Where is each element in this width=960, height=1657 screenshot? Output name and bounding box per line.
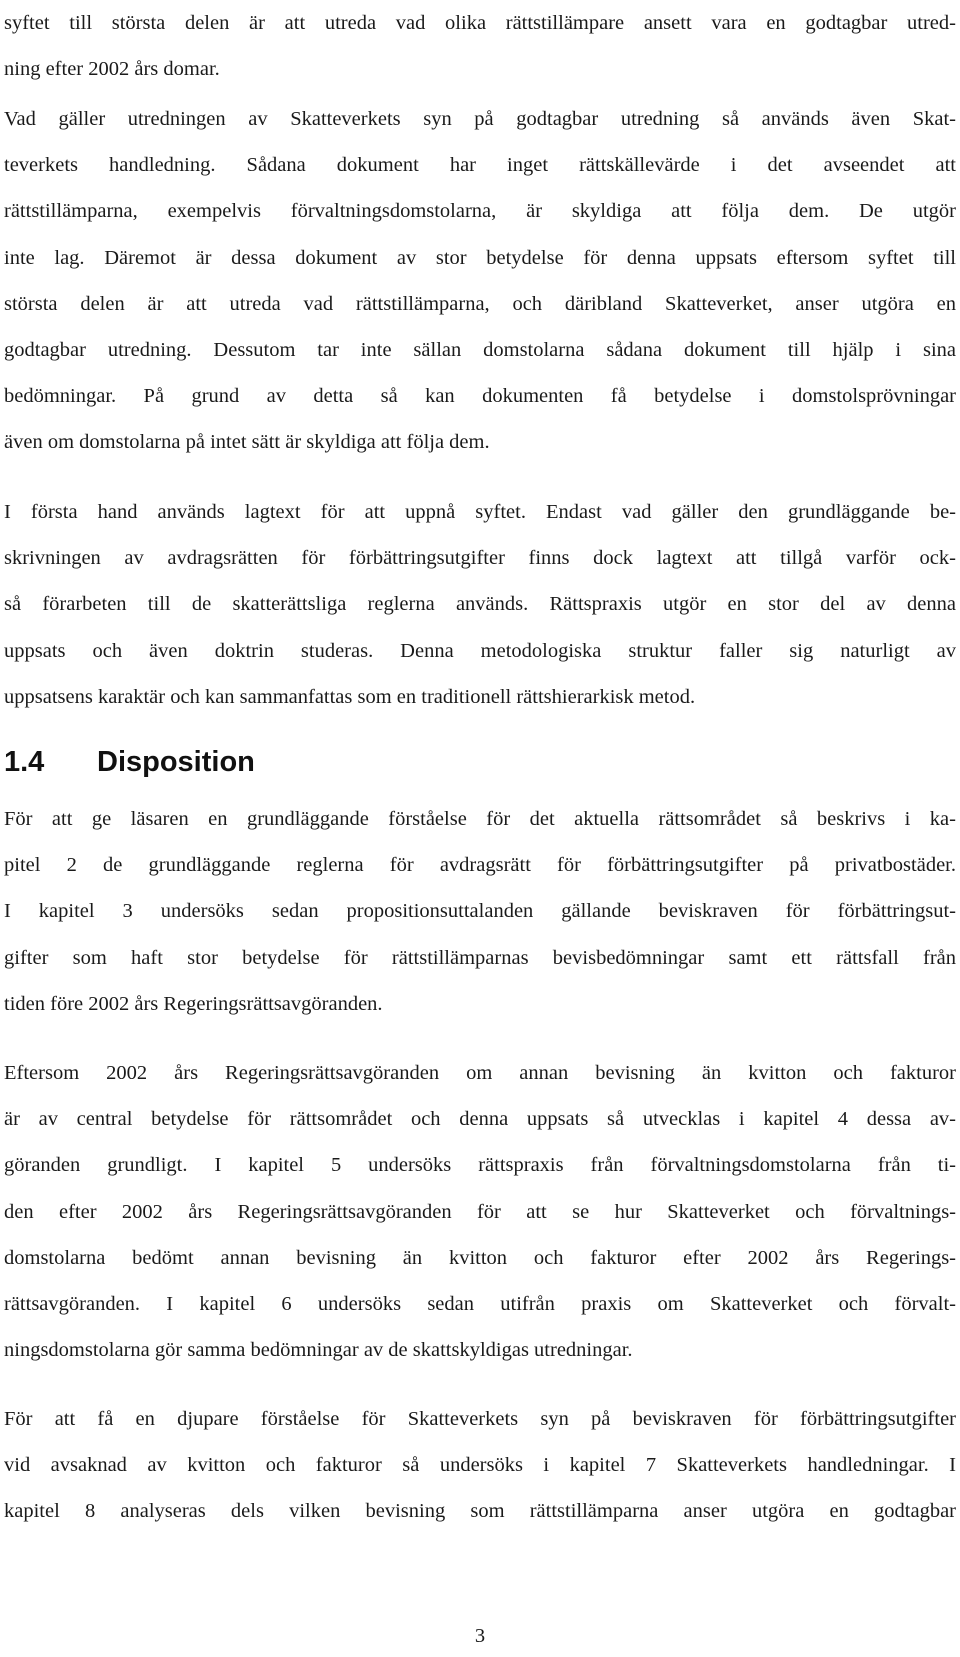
paragraph-method-intro bbox=[4, 0, 956, 92]
text-line: För att få en djupare förståelse för Skatteverkets syn på beviskraven för förbättringsutgifter bbox=[4, 1408, 956, 1430]
text-line: pitel 2 de grundläggande reglerna för avdragsrätt för förbättringsutgifter på privatbostäder. bbox=[4, 854, 956, 877]
text-line: inte lag. Däremot är dessa dokument av stor betydelse för denna uppsats eftersom syftet till bbox=[4, 246, 956, 269]
text-line: kapitel 8 analyseras dels vilken bevisning som rättstillämparna anser utgöra en godtagbar bbox=[4, 1500, 956, 1523]
text-line: Vad gäller utredningen av Skatteverkets syn på godtagbar utredning så används även Skat- bbox=[4, 108, 956, 130]
text-line: är av central betydelse för rättsområdet och denna uppsats så utvecklas i kapitel 4 dessa av- bbox=[4, 1108, 956, 1131]
text-line: uppsats och även doktrin studeras. Denna metodologiska struktur faller sig naturligt av bbox=[4, 639, 956, 662]
section-number: 1.4 bbox=[4, 746, 45, 778]
section-heading bbox=[4, 742, 255, 782]
text-line: så förarbeten till de skatterättsliga reglerna används. Rättspraxis utgör en stor del av denna bbox=[4, 593, 956, 616]
paragraph-disposition-1 bbox=[4, 796, 956, 1027]
text-line: I kapitel 3 undersöks sedan propositionsuttalanden gällande beviskraven för förbättringsut- bbox=[4, 900, 956, 923]
text-line: ning efter 2002 års domar. bbox=[4, 58, 220, 81]
text-line: För att ge läsaren en grundläggande förståelse för det aktuella rättsområdet så beskrivs i ka- bbox=[4, 808, 956, 830]
section-title: Disposition bbox=[97, 746, 255, 778]
text-line: rättstillämparna, exempelvis förvaltningsdomstolarna, är skyldiga att följa dem. De utgör bbox=[4, 200, 956, 223]
text-line: rättsavgöranden. I kapitel 6 undersöks sedan utifrån praxis om Skatteverket och förvalt- bbox=[4, 1292, 956, 1315]
text-line: vid avsaknad av kvitton och fakturor så undersöks i kapitel 7 Skatteverkets handledningar. I bbox=[4, 1454, 956, 1477]
text-line: godtagbar utredning. Dessutom tar inte sällan domstolarna sådana dokument till hjälp i sina bbox=[4, 338, 956, 361]
text-line: tiden före 2002 års Regeringsrättsavgöranden. bbox=[4, 992, 383, 1015]
text-line: göranden grundligt. I kapitel 5 undersöks rättspraxis från förvaltningsdomstolarna från ti- bbox=[4, 1154, 956, 1177]
text-line: syftet till största delen är att utreda vad olika rättstillämpare ansett vara en godtagbar utred- bbox=[4, 12, 956, 34]
text-line: största delen är att utreda vad rättstillämparna, och däribland Skatteverket, anser utgöra en bbox=[4, 292, 956, 315]
text-line: domstolarna bedömt annan bevisning än kvitton och fakturor efter 2002 års Regerings- bbox=[4, 1246, 956, 1269]
paragraph-lagtext bbox=[4, 489, 956, 720]
text-line: bedömningar. På grund av detta så kan dokumenten få betydelse i domstolsprövningar bbox=[4, 385, 956, 408]
text-line: uppsatsens karaktär och kan sammanfattas som en traditionell rättshierarkisk metod. bbox=[4, 685, 696, 708]
text-line: skrivningen av avdragsrätten för förbättringsutgifter finns dock lagtext att tillgå varför ock- bbox=[4, 547, 956, 570]
text-line: gifter som haft stor betydelse för rättstillämparnas bevisbedömningar samt ett rättsfall från bbox=[4, 946, 956, 969]
paragraph-disposition-2 bbox=[4, 1050, 956, 1373]
paragraph-skatteverket-handledning bbox=[4, 96, 956, 466]
paragraph-disposition-3 bbox=[4, 1396, 956, 1535]
page-number: 3 bbox=[474, 1625, 486, 1647]
text-line: den efter 2002 års Regeringsrättsavgöranden för att se hur Skatteverket och förvaltnings- bbox=[4, 1200, 956, 1223]
text-line: ningsdomstolarna gör samma bedömningar av de skattskyldigas utredningar. bbox=[4, 1339, 633, 1362]
text-line: I första hand används lagtext för att uppnå syftet. Endast vad gäller den grundläggande be- bbox=[4, 501, 956, 523]
text-line: teverkets handledning. Sådana dokument har inget rättskällevärde i det avseendet att bbox=[4, 154, 956, 177]
text-line: även om domstolarna på intet sätt är skyldiga att följa dem. bbox=[4, 431, 490, 454]
text-line: Eftersom 2002 års Regeringsrättsavgöranden om annan bevisning än kvitton och fakturor bbox=[4, 1062, 956, 1084]
